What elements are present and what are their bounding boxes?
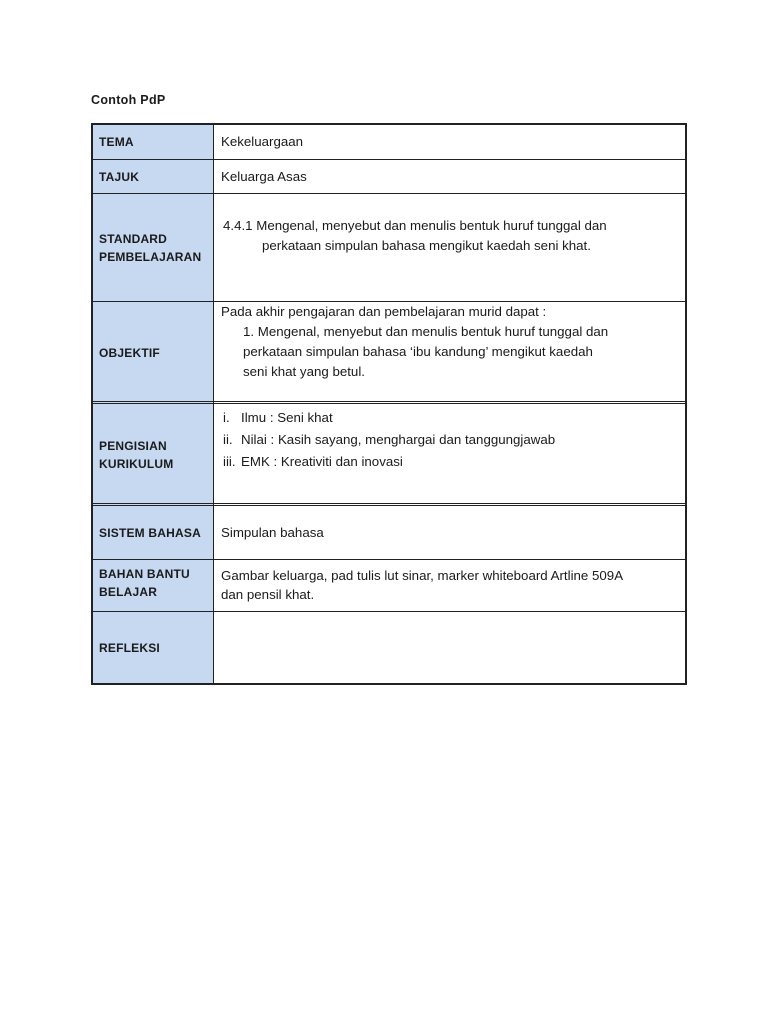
label-standard-line-1: STANDARD — [99, 231, 168, 246]
label-tema — [93, 125, 214, 159]
standard-line-1: 4.4.1 Mengenal, menyebut dan menulis bentuk huruf tunggal dan — [223, 218, 607, 233]
label-objektif — [93, 302, 214, 403]
objektif-line-3: seni khat yang betul. — [243, 364, 365, 379]
label-bahan-line-2: BELAJAR — [99, 585, 158, 599]
list-item-number: i. — [223, 410, 230, 425]
list-item-text: EMK : Kreativiti dan inovasi — [241, 454, 403, 469]
value-bahan-bantu — [214, 560, 685, 611]
label-objektif-text: OBJEKTIF — [99, 345, 160, 360]
label-bahan-bantu — [93, 560, 214, 611]
value-standard — [214, 194, 685, 301]
row-tajuk — [93, 159, 685, 193]
list-item — [223, 451, 685, 473]
label-standard-line-2: PEMBELAJARAN — [99, 249, 202, 264]
row-bahan-bantu — [93, 559, 685, 611]
value-tajuk-text: Keluarga Asas — [221, 168, 307, 184]
label-pengisian-line-1: PENGISIAN — [99, 438, 167, 453]
row-pengisian — [93, 401, 685, 505]
list-item — [223, 407, 685, 429]
document-title: Contoh PdP — [91, 93, 166, 107]
value-objektif — [214, 302, 685, 403]
label-bahan-line-1: BAHAN BANTU — [99, 567, 190, 581]
row-tema — [93, 125, 685, 159]
value-tema — [214, 125, 685, 159]
objektif-line-1: 1. Mengenal, menyebut dan menulis bentuk huruf tunggal dan — [243, 324, 609, 339]
label-tajuk — [93, 160, 214, 193]
list-item-text: Nilai : Kasih sayang, menghargai dan tanggungjawab — [241, 432, 556, 447]
list-item — [223, 429, 685, 451]
objektif-line-2: perkataan simpulan bahasa ‘ibu kandung’ mengikut kaedah — [243, 344, 593, 359]
label-standard — [93, 194, 214, 301]
value-sistem-bahasa — [214, 506, 685, 559]
row-objektif — [93, 301, 685, 403]
list-item-number: iii. — [223, 454, 236, 469]
value-tema-text: Kekeluargaan — [221, 134, 304, 149]
label-tajuk-text: TAJUK — [99, 169, 140, 184]
label-pengisian-line-2: KURIKULUM — [99, 456, 174, 471]
list-item-number: ii. — [223, 432, 233, 447]
bahan-line-2: dan pensil khat. — [221, 587, 315, 602]
standard-line-2: perkataan simpulan bahasa mengikut kaedah seni khat. — [262, 238, 591, 253]
bahan-line-1: Gambar keluarga, pad tulis lut sinar, marker whiteboard Artline 509A — [221, 568, 624, 583]
objektif-intro: Pada akhir pengajaran dan pembelajaran murid dapat : — [221, 304, 547, 319]
label-pengisian — [93, 404, 214, 505]
row-sistem-bahasa — [93, 503, 685, 559]
row-standard — [93, 193, 685, 301]
label-tema-text: TEMA — [99, 135, 134, 149]
list-item-text: Ilmu : Seni khat — [241, 410, 333, 425]
value-tajuk — [214, 160, 685, 193]
lesson-plan-table — [91, 123, 687, 685]
value-pengisian — [214, 404, 685, 505]
value-refleksi — [214, 612, 685, 683]
label-refleksi — [93, 612, 214, 683]
label-sistem-bahasa — [93, 506, 214, 559]
value-sistem-bahasa-text: Simpulan bahasa — [221, 524, 324, 540]
label-refleksi-text: REFLEKSI — [99, 640, 160, 655]
label-sistem-bahasa-text: SISTEM BAHASA — [99, 525, 201, 540]
row-refleksi — [93, 611, 685, 683]
